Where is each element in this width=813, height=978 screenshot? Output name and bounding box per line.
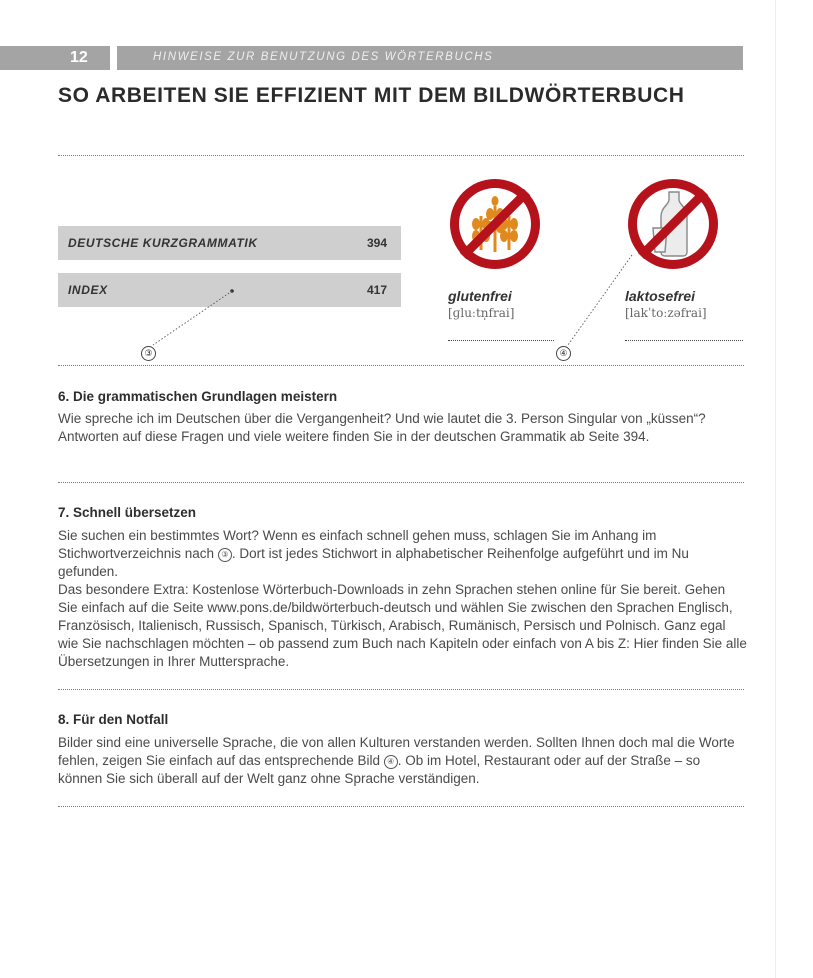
divider — [58, 365, 744, 366]
phonetic-laktosefrei: [lakˈtoːzəfrai] — [625, 306, 707, 320]
no-milk-icon — [625, 176, 721, 277]
divider — [58, 689, 744, 690]
grammar-bar-page: 394 — [366, 236, 387, 250]
page-title: SO ARBEITEN SIE EFFIZIENT MIT DEM BILDWÖRTERBUCH — [58, 84, 685, 107]
page-number: 12 — [70, 49, 88, 66]
callout-4: ④ — [556, 346, 571, 361]
translation-blank — [625, 340, 743, 341]
paragraph: Das besondere Extra: Kostenlose Wörterbuch-Downloads in zehn Sprachen stehen online für Sie bereit. Gehen Sie einfach auf die Seite www.pons.de/bildwörterbuch-deutsch und wählen Sie zwischen den Sprachen Englisch, Französisch, Italienisch, Russisch, Spanisch, Türkisch, Arabisch, Rumänisch, Persisch und Polnisch. Ganz egal wie Sie nachschlagen möchten – ob passend zum Buch nach Kapiteln oder einfach von A bis Z: Hier finden Sie alle Übersetzungen in Ihrer Muttersprache. — [58, 582, 747, 669]
section-heading: 7. Schnell übersetzen — [58, 505, 197, 520]
no-wheat-icon — [447, 176, 543, 277]
phonetic-glutenfrei: [ɡluːtn̩frai] — [448, 306, 515, 320]
divider — [58, 806, 744, 807]
paragraph: Wie spreche ich im Deutschen über die Vergangenheit? Und wie lautet die 3. Person Singular von „küssen“? Antworten auf diese Fragen und viele weitere finden Sie in der deutschen Grammatik ab Seite 394. — [58, 411, 706, 444]
text-run: Sie suchen ein bestimmtes Wort? Wenn es einfach schnell gehen muss, schlagen Sie im Anhang im Stichwortverzeichnis nach — [58, 528, 657, 561]
text-run: . Dort ist jedes Stichwort in alphabetischer Reihenfolge aufgeführt und im Nu gefunden. — [58, 546, 689, 579]
divider — [58, 482, 744, 483]
word-laktosefrei: laktosefrei — [625, 288, 696, 304]
word-glutenfrei: glutenfrei — [448, 288, 512, 304]
running-title: HINWEISE ZUR BENUTZUNG DES WÖRTERBUCHS — [153, 51, 494, 63]
section-body — [58, 527, 748, 671]
index-bar-label: INDEX — [68, 283, 108, 297]
paragraph — [58, 527, 748, 581]
callout-3: ③ — [141, 346, 156, 361]
text-run: . Ob im Hotel, Restaurant oder auf der Straße – so können Sie sich überall auf der Welt ganz ohne Sprache verständigen. — [58, 753, 701, 786]
section-body — [58, 734, 748, 788]
section-heading: 8. Für den Notfall — [58, 712, 169, 727]
index-leader-line — [153, 291, 232, 345]
section-body — [58, 410, 748, 446]
section-heading: 6. Die grammatischen Grundlagen meistern — [58, 389, 338, 404]
text-run: Bilder sind eine universelle Sprache, die von allen Kulturen verstanden werden. Sollten Ihnen doch mal die Worte fehlen, zeigen Sie einfach auf das entsprechende Bild — [58, 735, 735, 768]
callout-4-ref: ④ — [384, 755, 398, 769]
translation-blank — [448, 340, 554, 341]
image-leader-line — [568, 255, 632, 345]
callout-3-ref: ③ — [218, 548, 232, 562]
paragraph — [58, 734, 748, 788]
index-bar-page: 417 — [366, 283, 387, 297]
grammar-bar-label: DEUTSCHE KURZGRAMMATIK — [68, 236, 258, 250]
